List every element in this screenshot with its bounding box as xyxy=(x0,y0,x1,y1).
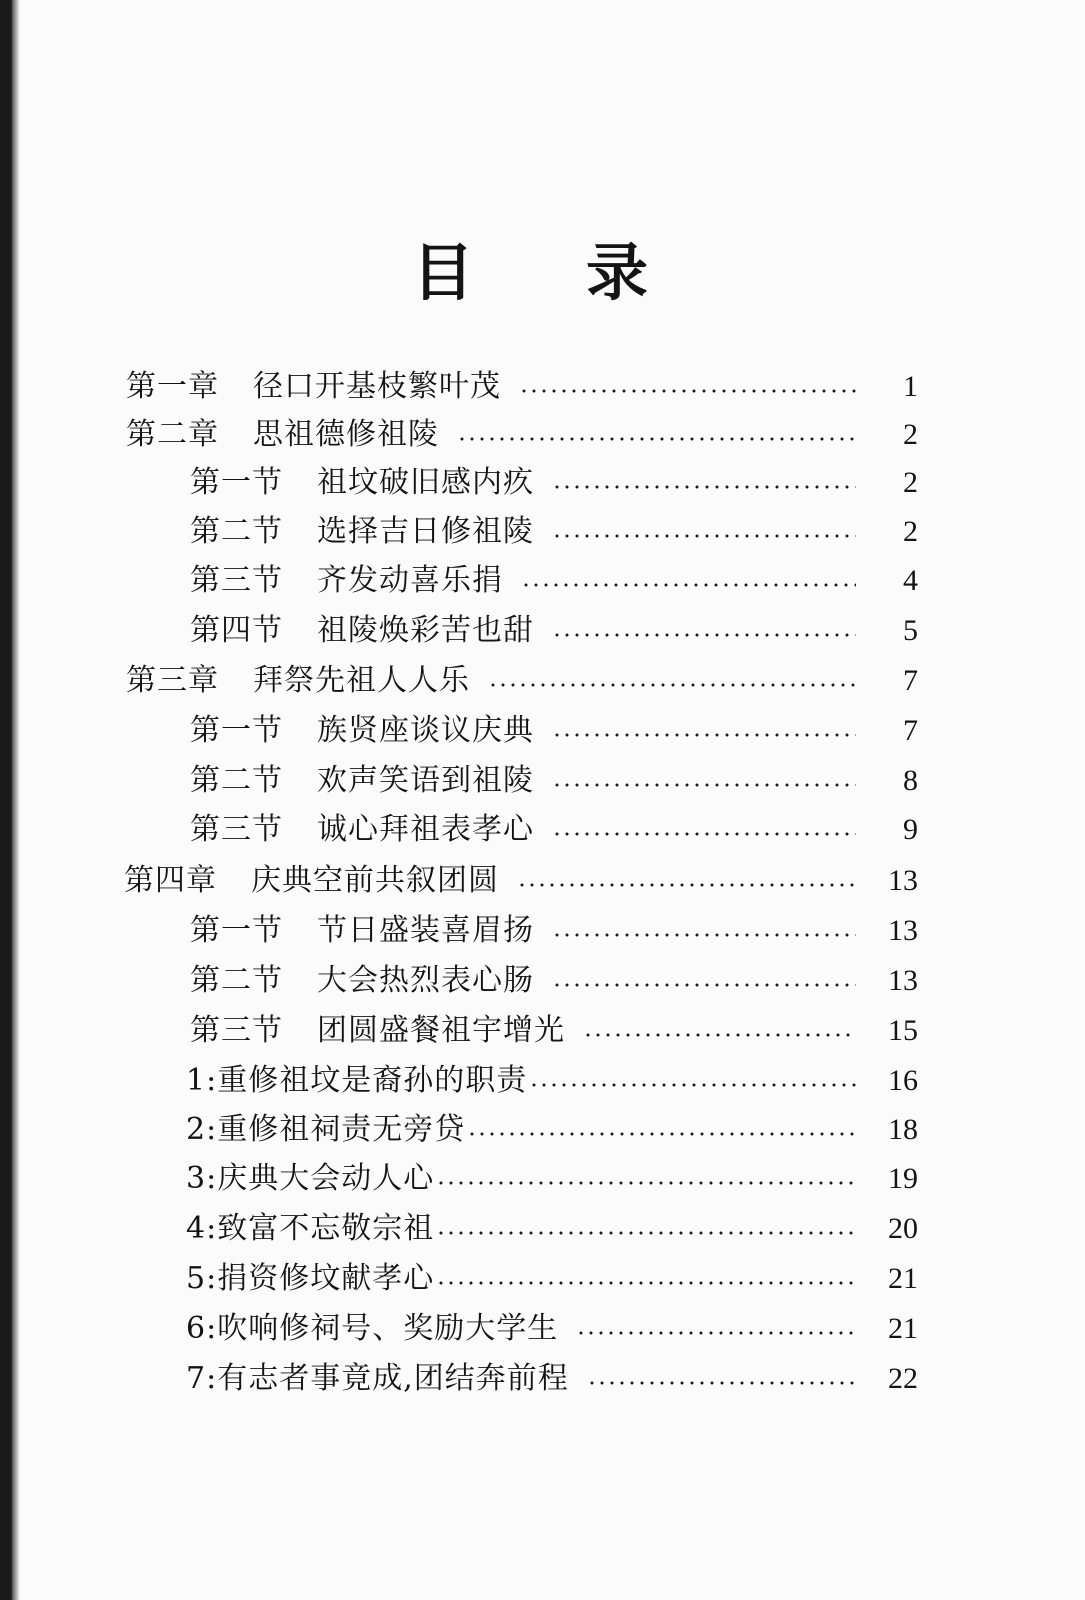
toc-subitem[interactable] xyxy=(186,1254,918,1304)
dot-leader xyxy=(583,1033,856,1037)
toc-page-number: 16 xyxy=(888,1064,918,1097)
toc-subitem[interactable] xyxy=(186,1354,918,1404)
toc-label: 4: xyxy=(186,1211,218,1246)
dot-leader xyxy=(488,683,856,687)
toc-section[interactable] xyxy=(190,906,918,956)
toc-title: 团圆盛餐祖宇增光 xyxy=(317,1013,565,1048)
dot-leader xyxy=(552,633,856,637)
dot-leader xyxy=(552,832,856,836)
toc-label: 6: xyxy=(186,1311,218,1346)
toc-title: 庆典空前共叙团圆 xyxy=(251,863,499,898)
dot-leader xyxy=(552,534,856,538)
toc-label: 第三节 xyxy=(190,1013,283,1048)
toc-title: 致富不忘敬宗祖 xyxy=(217,1211,435,1246)
toc-section[interactable] xyxy=(190,805,918,855)
dot-leader xyxy=(436,1231,856,1235)
toc-section[interactable] xyxy=(190,507,918,557)
toc-label: 第一节 xyxy=(190,913,283,948)
toc-section[interactable] xyxy=(190,556,918,606)
toc-label: 1: xyxy=(186,1063,218,1098)
toc-title: 捐资修坟献孝心 xyxy=(217,1261,435,1296)
toc-page-number: 21 xyxy=(888,1312,918,1345)
toc-page-number: 2 xyxy=(903,466,918,499)
dot-leader xyxy=(552,733,856,737)
title-char-1: 目 xyxy=(412,236,475,309)
toc-label: 第一节 xyxy=(190,465,283,500)
toc-chapter[interactable] xyxy=(126,656,918,706)
toc-subitem[interactable] xyxy=(186,1056,918,1106)
toc-label: 第一章 xyxy=(126,369,219,404)
toc-title: 祖坟破旧感内疚 xyxy=(317,465,534,500)
toc-section[interactable] xyxy=(190,706,918,756)
toc-chapter[interactable] xyxy=(126,410,918,460)
toc-label: 第二节 xyxy=(190,963,283,998)
toc-label: 第四节 xyxy=(190,613,283,648)
toc-page-number: 8 xyxy=(903,764,918,797)
toc-page-number: 9 xyxy=(903,813,918,846)
toc-page-number: 15 xyxy=(888,1014,918,1047)
toc-page-number: 21 xyxy=(888,1262,918,1295)
toc-page-number: 13 xyxy=(888,914,918,947)
toc-page-number: 13 xyxy=(888,864,918,897)
toc-page-number: 22 xyxy=(888,1362,918,1395)
toc-label: 第四章 xyxy=(124,863,217,898)
title-char-2: 录 xyxy=(586,236,649,309)
toc-title: 有志者事竟成,团结奔前程 xyxy=(217,1361,569,1396)
toc-label: 3: xyxy=(186,1161,218,1196)
dot-leader xyxy=(519,389,856,393)
toc-page-number: 5 xyxy=(903,614,918,647)
toc-label: 第一节 xyxy=(190,713,283,748)
toc-subitem[interactable] xyxy=(186,1154,918,1204)
toc-section[interactable] xyxy=(190,756,918,806)
toc-page-number: 2 xyxy=(903,515,918,548)
dot-leader xyxy=(436,1281,856,1285)
dot-leader xyxy=(552,933,856,937)
dot-leader xyxy=(576,1331,856,1335)
toc-label: 第三章 xyxy=(126,663,219,698)
toc-section[interactable] xyxy=(190,458,918,508)
toc-title: 欢声笑语到祖陵 xyxy=(317,763,534,798)
toc-label: 7: xyxy=(186,1361,218,1396)
toc-section[interactable] xyxy=(190,606,918,656)
dot-leader xyxy=(467,1132,856,1136)
toc-label: 第二节 xyxy=(190,514,283,549)
toc-title: 祖陵焕彩苦也甜 xyxy=(317,613,534,648)
dot-leader xyxy=(457,437,856,441)
toc-label: 第二章 xyxy=(126,417,219,452)
toc-page-number: 19 xyxy=(888,1162,918,1195)
toc-page-number: 7 xyxy=(903,664,918,697)
toc-page-number: 20 xyxy=(888,1212,918,1245)
dot-leader xyxy=(529,1083,856,1087)
toc-title: 重修祖祠责无旁贷 xyxy=(217,1112,466,1147)
toc-section[interactable] xyxy=(190,1006,918,1056)
toc-page-number: 13 xyxy=(888,964,918,997)
toc-title: 吹响修祠号、奖励大学生 xyxy=(217,1311,559,1346)
toc-title: 齐发动喜乐捐 xyxy=(317,563,503,598)
dot-leader xyxy=(436,1181,856,1185)
toc-page-number: 4 xyxy=(903,564,918,597)
dot-leader xyxy=(521,583,856,587)
dot-leader xyxy=(552,485,856,489)
toc-title: 族贤座谈议庆典 xyxy=(317,713,534,748)
toc-title: 径口开基枝繁叶茂 xyxy=(253,369,501,404)
toc-label: 第二节 xyxy=(190,763,283,798)
toc-page-number: 18 xyxy=(888,1113,918,1146)
toc-chapter[interactable] xyxy=(126,362,918,412)
toc-page-number: 2 xyxy=(903,418,918,451)
dot-leader xyxy=(552,983,856,987)
toc-title: 重修祖坟是裔孙的职责 xyxy=(217,1063,528,1098)
toc-title: 选择吉日修祖陵 xyxy=(317,514,534,549)
toc-label: 第三节 xyxy=(190,812,283,847)
toc-title: 思祖德修祖陵 xyxy=(253,417,439,452)
toc-page-number: 7 xyxy=(903,714,918,747)
toc-section[interactable] xyxy=(190,956,918,1006)
toc-title: 大会热烈表心肠 xyxy=(317,963,534,998)
toc-title: 诚心拜祖表孝心 xyxy=(317,812,534,847)
toc-title: 节日盛装喜眉扬 xyxy=(317,913,534,948)
toc-chapter[interactable] xyxy=(124,856,918,906)
dot-leader xyxy=(587,1381,856,1385)
page-title xyxy=(0,228,1085,318)
toc-page-number: 1 xyxy=(903,370,918,403)
toc-subitem[interactable] xyxy=(186,1204,918,1254)
toc-subitem[interactable] xyxy=(186,1105,918,1155)
dot-leader xyxy=(552,783,856,787)
toc-subitem[interactable] xyxy=(186,1304,918,1354)
toc-title: 拜祭先祖人人乐 xyxy=(253,663,470,698)
dot-leader xyxy=(517,883,856,887)
toc-title: 庆典大会动人心 xyxy=(217,1161,435,1196)
toc-label: 5: xyxy=(186,1261,218,1296)
toc-label: 2: xyxy=(186,1112,218,1147)
toc-label: 第三节 xyxy=(190,563,283,598)
